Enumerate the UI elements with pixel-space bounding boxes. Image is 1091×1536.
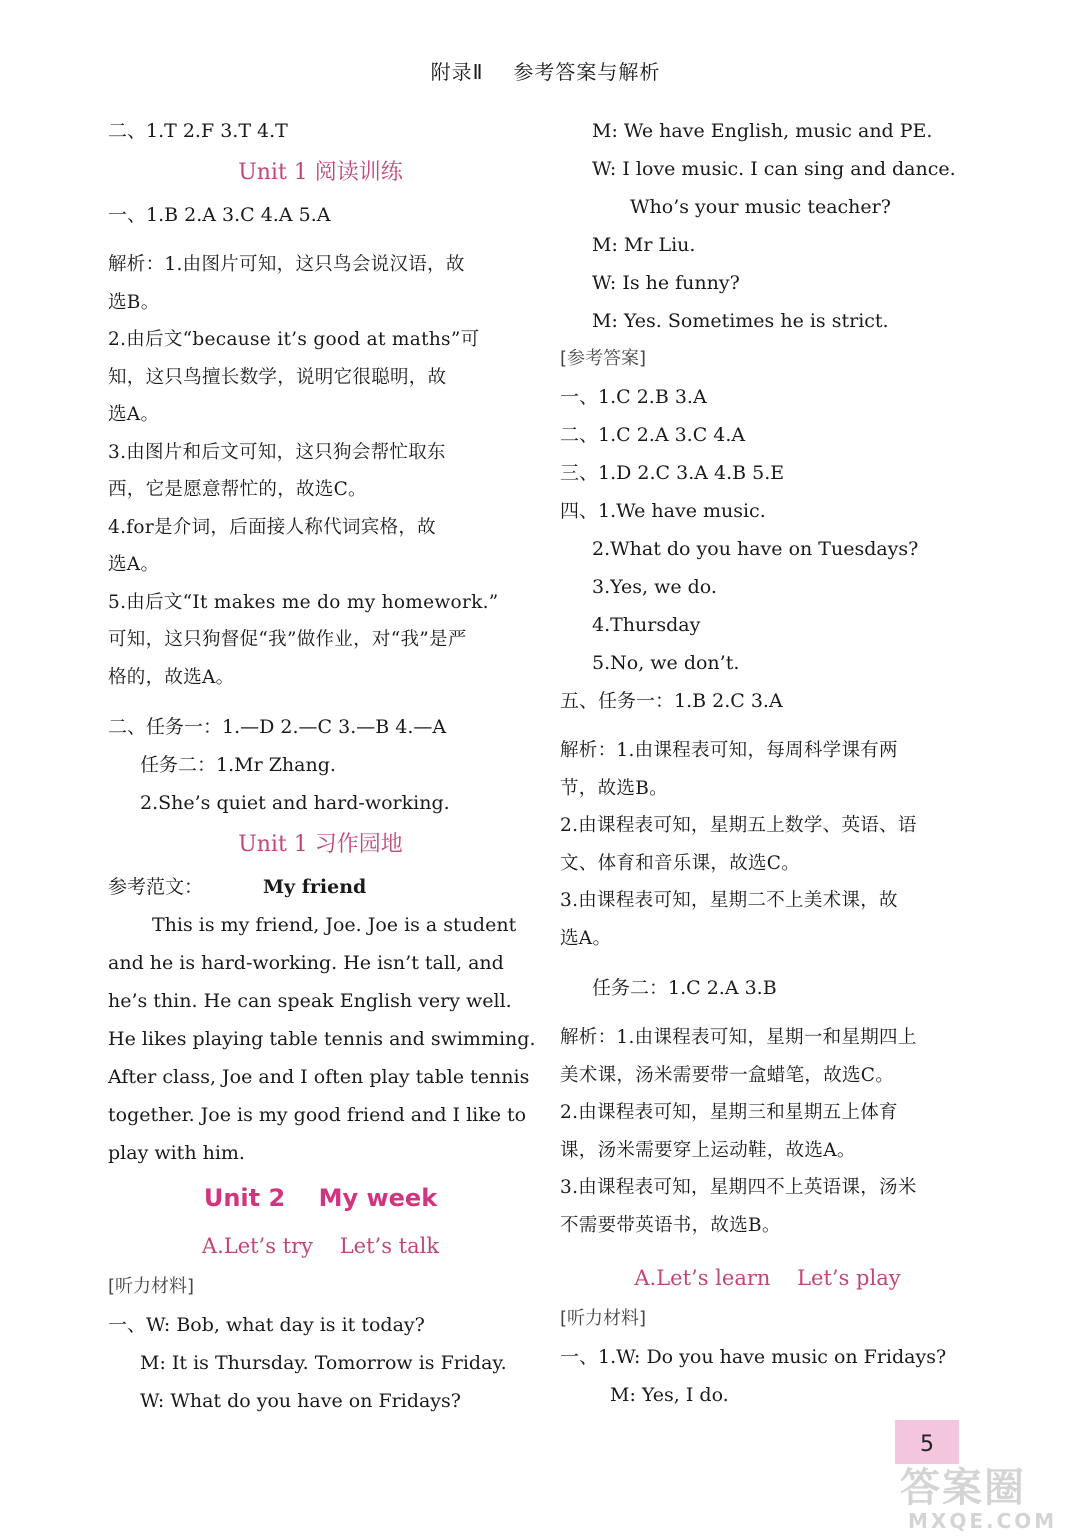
listening-label: [听力材料] — [560, 1308, 647, 1329]
answer-line: 二、1.C 2.A 3.C 4.A — [560, 424, 746, 446]
listening-label: [听力材料] — [108, 1276, 195, 1297]
answer-line: 四、1.We have music. — [560, 500, 766, 522]
analysis-line: 可知，这只狗督促“我”做作业，对“我”是严 — [108, 629, 467, 650]
essay-label: 参考范文： — [108, 876, 204, 898]
analysis-line: 3.由课程表可知，星期四不上英语课，汤米 — [560, 1177, 917, 1198]
analysis-line: 文、体育和音乐课，故选C。 — [560, 852, 801, 874]
answer-line: 4.Thursday — [592, 614, 701, 636]
analysis-line: 节，故选B。 — [560, 777, 668, 799]
analysis-line: 西，它是愿意帮忙的，故选C。 — [108, 479, 367, 500]
analysis-line: 选B。 — [108, 291, 160, 313]
essay-header — [108, 868, 533, 906]
analysis-line: 格的，故选A。 — [108, 666, 235, 688]
analysis-line: 5.由后文“It makes me do my homework.” — [108, 591, 499, 613]
analysis-line: 知，这只鸟擅长数学，说明它很聪明，故 — [108, 366, 447, 388]
analysis-block — [108, 246, 533, 696]
analysis-line: 2.由课程表可知，星期五上数学、英语、语 — [560, 815, 917, 836]
analysis-block — [560, 732, 975, 957]
answer-line: 五、任务一：1.B 2.C 3.A — [560, 690, 783, 712]
analysis-line: 2.由后文“because it’s good at maths”可 — [108, 329, 480, 350]
task-line: 任务二：1.C 2.A 3.B — [592, 977, 777, 999]
essay-line: together. Joe is my good friend and I like to — [108, 1104, 527, 1126]
header-title: 参考答案与解析 — [513, 60, 661, 84]
analysis-line: 选A。 — [108, 554, 160, 575]
dialog-line: M: Yes. Sometimes he is strict. — [592, 310, 889, 332]
task-line: 任务二：1.Mr Zhang. — [140, 754, 336, 776]
task-line: 二、任务一：1.—D 2.—C 3.—B 4.—A — [108, 716, 447, 738]
answer-line: 3.Yes, we do. — [592, 576, 717, 598]
dialog-line: W: I love music. I can sing and dance. — [592, 158, 956, 180]
analysis-line: 4.for是介词，后面接人称代词宾格，故 — [108, 516, 436, 538]
essay-line: He likes playing table tennis and swimming. — [108, 1028, 536, 1050]
watermark-text: 答案圈 — [900, 1465, 1026, 1511]
section-title-writing: Unit 1 习作园地 — [238, 832, 403, 857]
analysis-block — [560, 1019, 975, 1244]
unit2-subtitle: A.Let’s try Let’s talk — [201, 1234, 440, 1258]
answer-line: 5.No, we don’t. — [592, 652, 740, 674]
dialog-line: M: It is Thursday. Tomorrow is Friday. — [140, 1352, 507, 1374]
analysis-line: 解析：1.由图片可知，这只鸟会说汉语，故 — [108, 254, 465, 275]
essay-line: he’s thin. He can speak English very well. — [108, 990, 512, 1012]
analysis-line: 选A。 — [108, 404, 160, 425]
watermark-logo — [900, 1466, 1080, 1534]
dialog-line: W: What do you have on Fridays? — [140, 1390, 461, 1412]
essay-line: This is my friend, Joe. Joe is a student — [152, 914, 517, 936]
left-column — [108, 112, 536, 1420]
dialog-line: 一、W: Bob, what day is it today? — [108, 1314, 425, 1336]
analysis-line: 不需要带英语书，故选B。 — [560, 1214, 781, 1236]
essay-body — [108, 906, 536, 1172]
answer-line: 一、1.B 2.A 3.C 4.A 5.A — [108, 204, 331, 226]
section-title-reading: Unit 1 阅读训练 — [238, 160, 403, 185]
page-number: 5 — [895, 1420, 959, 1464]
analysis-line: 3.由图片和后文可知，这只狗会帮忙取东 — [108, 441, 446, 463]
dialog-line: Who’s your music teacher? — [630, 196, 891, 218]
unit2-title: Unit 2 My week — [203, 1184, 438, 1212]
essay-line: play with him. — [108, 1142, 245, 1164]
analysis-line: 课，汤米需要穿上运动鞋，故选A。 — [560, 1139, 856, 1161]
analysis-line: 3.由课程表可知，星期二不上美术课，故 — [560, 890, 898, 911]
essay-title: My friend — [263, 876, 367, 898]
essay-line: After class, Joe and I often play table tennis — [108, 1066, 530, 1088]
analysis-line: 2.由课程表可知，星期三和星期五上体育 — [560, 1102, 898, 1123]
answer-label: [参考答案] — [560, 348, 647, 369]
page-header — [0, 56, 1091, 85]
appendix-label: 附录Ⅱ — [430, 60, 484, 84]
right-column — [560, 112, 975, 1414]
watermark-url: MXQE.COM — [908, 1509, 1058, 1533]
dialog-line: 一、1.W: Do you have music on Fridays? — [560, 1346, 947, 1368]
answer-line: 三、1.D 2.C 3.A 4.B 5.E — [560, 462, 785, 484]
analysis-line: 美术课，汤米需要带一盒蜡笔，故选C。 — [560, 1064, 895, 1086]
essay-line: and he is hard-working. He isn’t tall, and — [108, 952, 504, 974]
answer-line: 2.What do you have on Tuesdays? — [592, 538, 919, 560]
analysis-line: 解析：1.由课程表可知，每周科学课有两 — [560, 740, 898, 761]
answer-line: 一、1.C 2.B 3.A — [560, 386, 707, 408]
dialog-line: W: Is he funny? — [592, 272, 740, 294]
analysis-line: 选A。 — [560, 927, 612, 949]
section-subtitle: A.Let’s learn Let’s play — [634, 1266, 901, 1290]
analysis-line: 解析：1.由课程表可知，星期一和星期四上 — [560, 1027, 917, 1048]
dialog-line: M: Yes, I do. — [610, 1384, 729, 1406]
answer-line: 二、1.T 2.F 3.T 4.T — [108, 120, 288, 142]
task-line: 2.She’s quiet and hard-working. — [140, 792, 450, 814]
dialog-line: M: Mr Liu. — [592, 234, 696, 256]
dialog-line: M: We have English, music and PE. — [592, 120, 933, 142]
